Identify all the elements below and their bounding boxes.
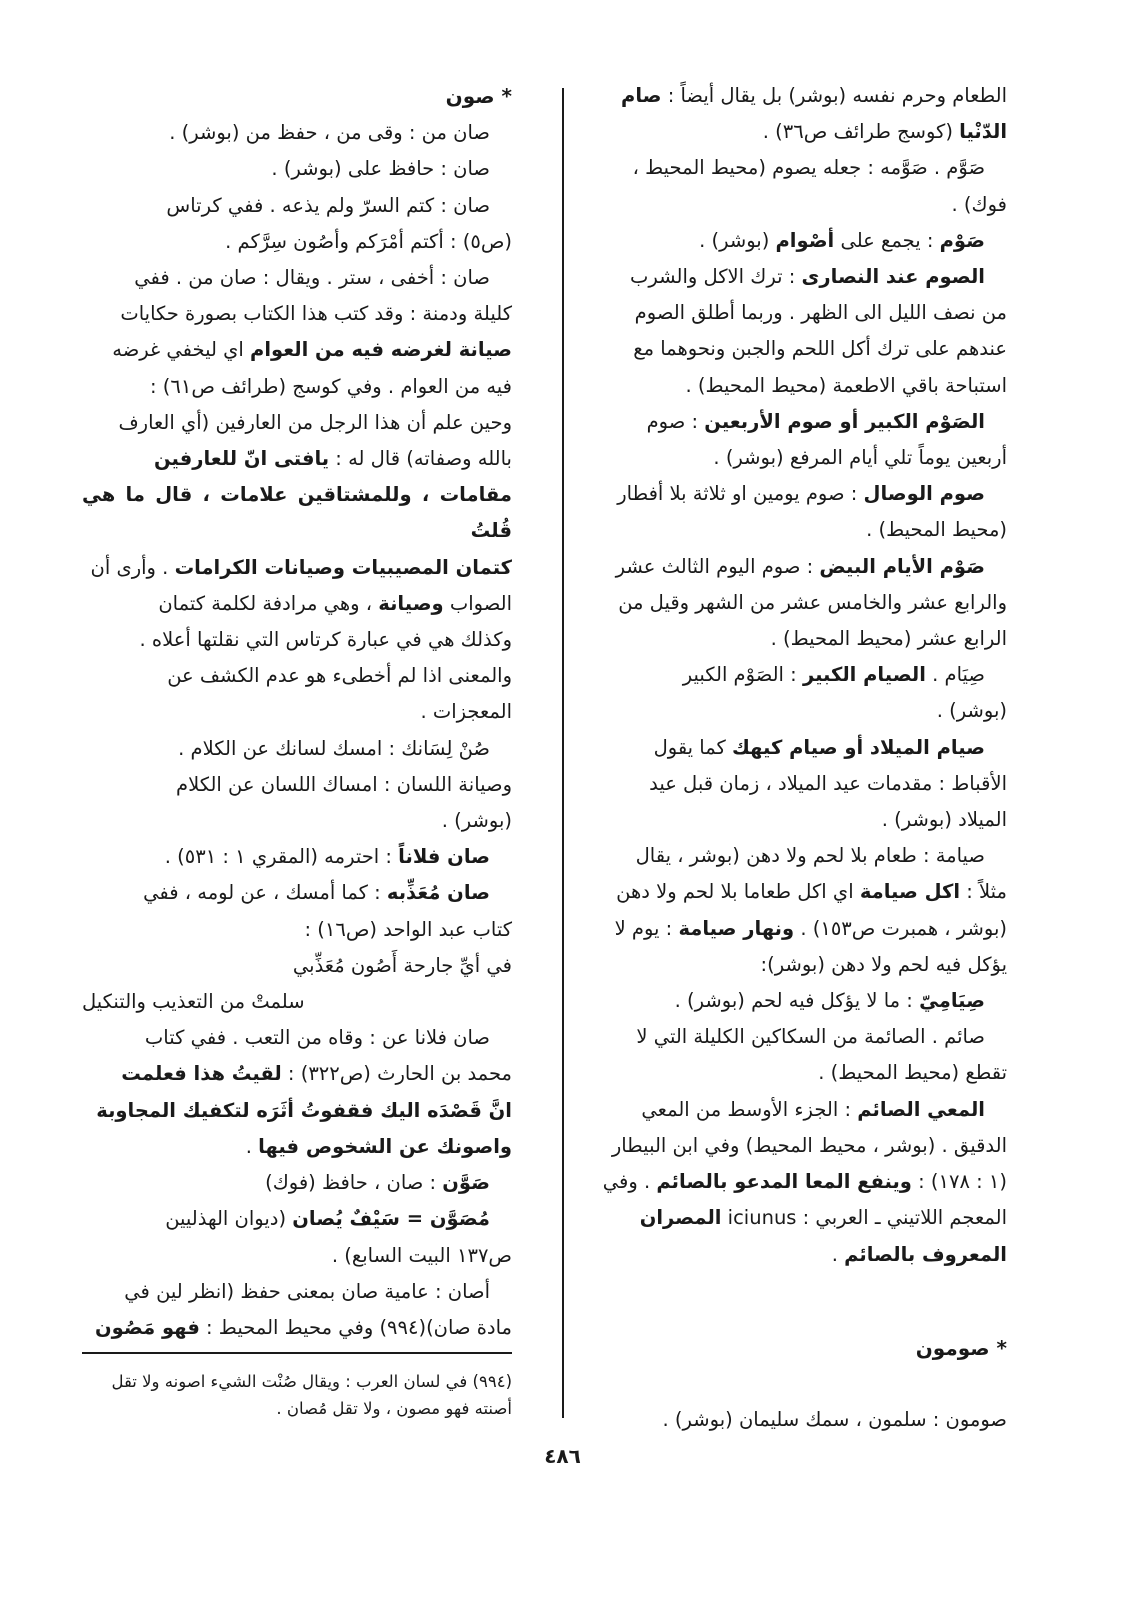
- column-divider: [562, 88, 564, 1418]
- line-l15: المعجزات .: [420, 700, 512, 724]
- line-r24: يؤكل فيه لحم ولا دهن (بوشر):: [760, 952, 1007, 976]
- line-l10: مقامات ، وللمشتاقين علامات ، قال ما هي قُلتُ: [82, 483, 512, 543]
- line-l32: مادة صان)(٩٩٤) وفي محيط المحيط : فهو مَصُون: [95, 1315, 512, 1339]
- line-l12: الصواب وصيانة ، وهي مرادفة لكلمة كتمان: [158, 591, 512, 615]
- line-l1: صان : حافظ على (بوشر) .: [271, 157, 490, 181]
- line-r12: (محيط المحيط) .: [866, 518, 1007, 542]
- page-number: ٤٨٦: [544, 1444, 581, 1468]
- line-l7: فيه من العوام . وفي كوسج (طرائف ص٦١) :: [150, 374, 512, 398]
- line-r30: (١ : ١٧٨) : وينفع المعا المدعو بالصائم . وفي: [602, 1170, 1007, 1194]
- line-l25: محمد بن الحارث (ص٣٢٢) : لقيتُ هذا فعلمت: [121, 1062, 512, 1086]
- line-r32: المعروف بالصائم .: [831, 1242, 1007, 1266]
- line-r14: والرابع عشر والخامس عشر من الشهر وقيل من: [618, 590, 1007, 614]
- line-r20: الميلاد (بوشر) .: [881, 808, 1007, 832]
- line-l16: صُنْ لِسَانك : امسك لسانك عن الكلام .: [178, 736, 490, 760]
- line-r5: الصوم عند النصارى : ترك الاكل والشرب: [630, 265, 985, 289]
- line-l8: وحين علم أن هذا الرجل من العارفين (أي العارف: [118, 410, 512, 434]
- line-l14: والمعنى اذا لم أخطىء هو عدم الكشف عن: [167, 664, 512, 688]
- footnote-divider: [82, 1352, 512, 1354]
- line-l19: صان فلاناً : احترمه (المقري ١ : ٥٣١) .: [164, 845, 490, 869]
- line-r3: فوك) .: [951, 192, 1007, 216]
- line-l3: (ص٥) : أكتم أمْرَكم وأصُون سِرَّكم .: [225, 229, 512, 253]
- line-l9: بالله وصفاته) قال له : يافتى انّ للعارفين: [153, 447, 512, 471]
- entry-heading-sumun: * صومون: [915, 1336, 1007, 1360]
- line-r21: صيامة : طعام بلا لحم ولا دهن (بوشر ، يقال: [635, 844, 985, 868]
- line-l13: وكذلك هي في عبارة كرتاس التي نقلتها أعلاه .: [139, 628, 512, 652]
- line-r29: الدقيق . (بوشر ، محيط المحيط) وفي ابن البيطار: [611, 1133, 1007, 1157]
- line-r16: صِيَام . الصيام الكبير : الصَوْم الكبير: [682, 663, 985, 687]
- line-l18: (بوشر) .: [441, 809, 512, 833]
- line-r17: (بوشر) .: [936, 699, 1007, 723]
- line-l28: صَوَّن : صان ، حافظ (فوك): [265, 1171, 490, 1195]
- line-l29: مُصَوَّن = سَيْفٌ يُصان (ديوان الهذليين: [165, 1207, 490, 1231]
- line-l4: صان : أخفى ، ستر . ويقال : صان من . ففي: [134, 266, 490, 290]
- line-r10: أربعين يوماً تلي أيام المرفع (بوشر) .: [713, 446, 1007, 470]
- line-r6: من نصف الليل الى الظهر . وربما أطلق الصوم: [634, 301, 1007, 325]
- line-l22: في أيِّ جارحة أَصُون مُعَذِّبي: [292, 953, 512, 977]
- entry-sumun-text: صومون : سلمون ، سمك سليمان (بوشر) .: [662, 1408, 1007, 1431]
- line-r2: صَوَّم . صَوَّمه : جعله يصوم (محيط المحيط ،: [632, 156, 985, 180]
- line-r27: تقطع (محيط المحيط) .: [818, 1061, 1007, 1085]
- line-l31: أصان : عامية صان بمعنى حفظ (انظر لين في: [124, 1279, 490, 1303]
- line-l30: ص١٣٧ البيت السابع) .: [331, 1243, 512, 1267]
- line-r13: صَوْم الأيام البيض : صوم اليوم الثالث عشر: [615, 554, 985, 578]
- line-r11: صوم الوصال : صوم يومين او ثلاثة بلا أفطار: [617, 482, 985, 506]
- line-r9: الصَوْم الكبير أو صوم الأربعين : صوم: [646, 409, 985, 433]
- line-r31: المعجم اللاتيني ـ العربي : iciunus المصران: [639, 1206, 1007, 1230]
- right-column: [575, 78, 1007, 1273]
- line-l21: كتاب عبد الواحد (ص١٦) :: [304, 917, 512, 941]
- line-l24: صان فلانا عن : وقاه من التعب . ففي كتاب: [144, 1026, 490, 1050]
- line-l27: واصونك عن الشخوص فيها .: [245, 1134, 512, 1158]
- line-l23: سلمتْ من التعذيب والتنكيل: [82, 990, 305, 1014]
- line-l5: كليلة ودمنة : وقد كتب هذا الكتاب بصورة حكايات: [120, 302, 512, 326]
- footnote-line: أصنته فهو مصون ، ولا تقل مُصان .: [276, 1399, 512, 1418]
- line-l2: صان : كتم السرّ ولم يذعه . ففي كرتاس: [166, 193, 490, 217]
- line-l11: كتمان المصيبيات وصيانات الكرامات . وأرى أن: [90, 555, 512, 579]
- line-r25: صِيَامِيّ : ما لا يؤكل فيه لحم (بوشر) .: [674, 989, 985, 1013]
- line-l6: صيانة لغرضه فيه من العوام اي ليخفي غرضه: [112, 338, 512, 362]
- line-l20: صان مُعَذِّبه : كما أمسك ، عن لومه ، ففي: [143, 881, 490, 905]
- line-r1: الدّنْيا (كوسج طرائف ص٣٦) .: [762, 120, 1007, 144]
- left-column: [82, 78, 512, 1346]
- line-r0: الطعام وحرم نفسه (بوشر) بل يقال أيضاً : صام: [621, 84, 1007, 107]
- footnote-line: (٩٩٤) في لسان العرب : ويقال صُنْت الشيء اصونه ولا تقل: [111, 1372, 512, 1391]
- line-r19: الأقباط : مقدمات عيد الميلاد ، زمان قبل عيد: [649, 771, 1007, 795]
- line-r26: صائم . الصائمة من السكاكين الكليلة التي لا: [636, 1025, 985, 1049]
- line-r22: مثلاً : اكل صيامة اي اكل طعاما بلا لحم ولا دهن: [616, 880, 1007, 904]
- line-r4: صَوْم : يجمع على أصْوام (بوشر) .: [699, 228, 985, 252]
- footnote: [82, 1368, 512, 1422]
- line-r28: المعي الصائم : الجزء الأوسط من المعي: [641, 1097, 985, 1121]
- line-l17: وصيانة اللسان : امساك اللسان عن الكلام: [176, 772, 512, 796]
- line-r23: (بوشر ، همبرت ص١٥٣) . ونهار صيامة : يوم لا: [614, 916, 1007, 940]
- line-r15: الرابع عشر (محيط المحيط) .: [770, 627, 1007, 651]
- entry-heading-sawn: * صون: [445, 84, 512, 108]
- line-r18: صيام الميلاد أو صيام كيهك كما يقول: [653, 735, 985, 759]
- line-r7: عندهم على ترك أكل اللحم والجبن ونحوهما مع: [633, 337, 1007, 361]
- line-l26: انَّ قَصْدَه اليك فقفوتُ أثَرَه لتكفيك المجاوبة: [96, 1098, 512, 1122]
- line-r8: استباحة باقي الاطعمة (محيط المحيط) .: [685, 373, 1007, 397]
- line-l0: صان من : وقى من ، حفظ من (بوشر) .: [169, 121, 490, 145]
